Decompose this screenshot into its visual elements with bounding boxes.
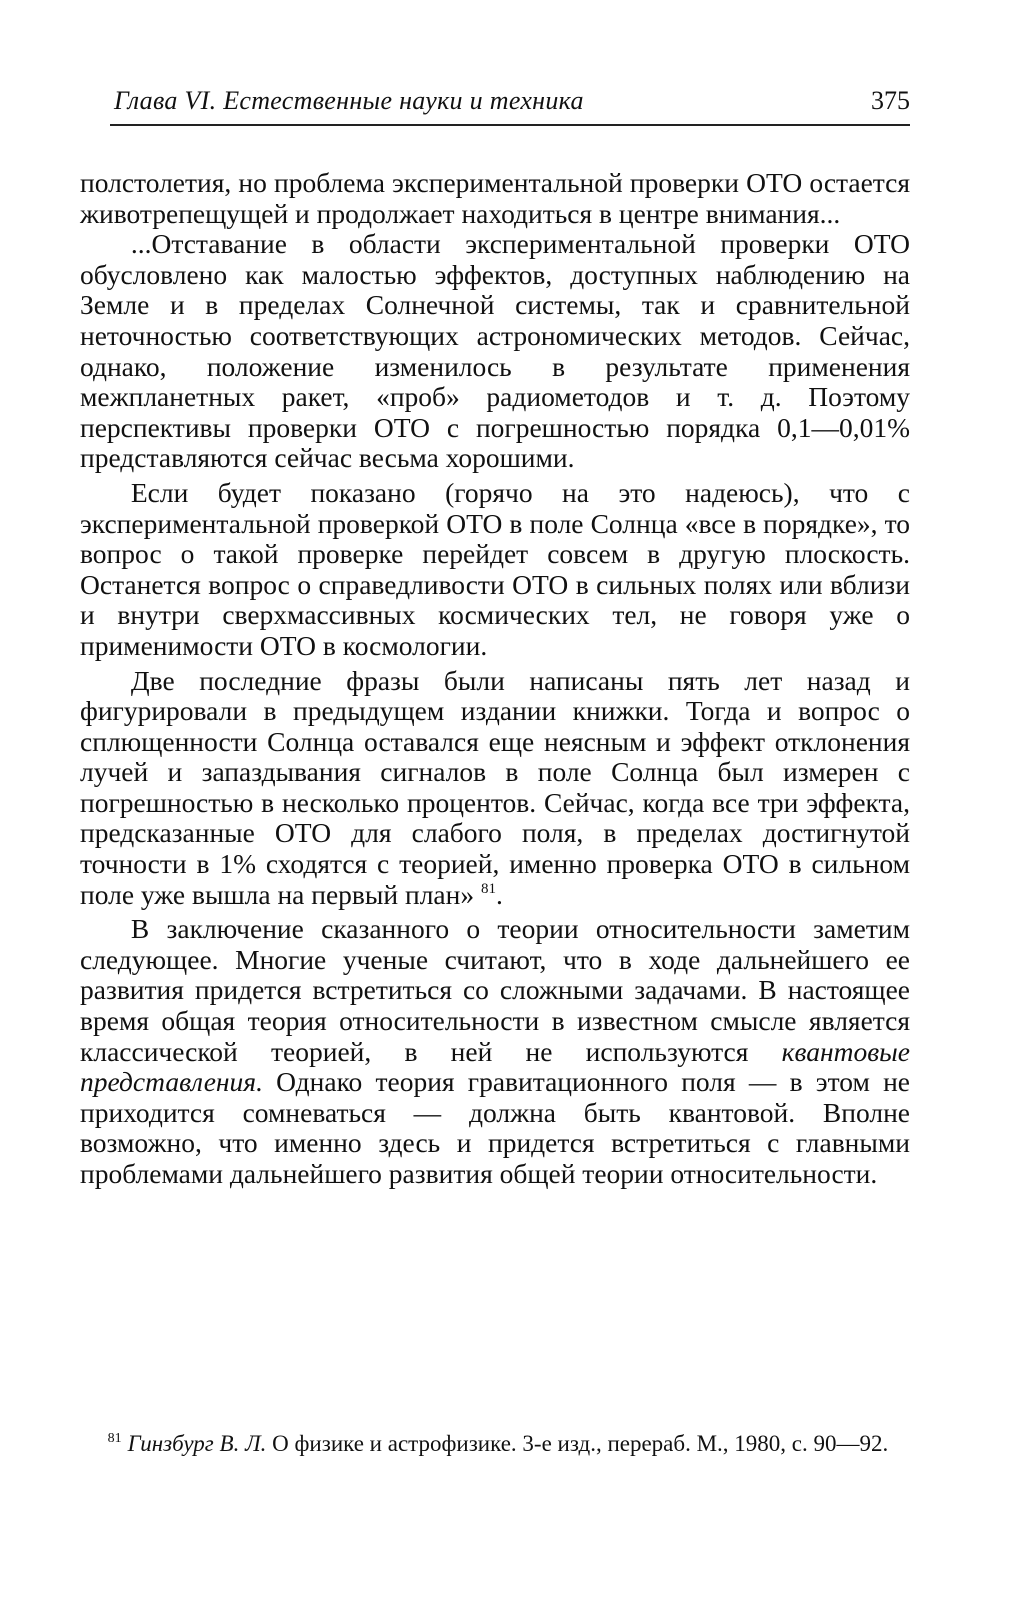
paragraph-2: ...Отставание в области экспериментальной проверки ОТО обусловлено как малостью эффектов, доступных наблюдению на Земле и в пределах Солнечной системы, так и сравнительной неточностью соответствующих астрономических методов. Сейчас, однако, положение изменилось в результате применения межпланетных ракет, «проб» радиометодов и т. д. Поэтому перспективы проверки ОТО с погрешностью порядка 0,1—0,01% представляются сейчас весьма хорошими. bbox=[80, 228, 910, 474]
paragraph-5-text-a: В заключение сказанного о теории относительности заметим следующее. Многие ученые считают, что в ходе дальнейшего ее развития придется встретиться со сложными задачами. В настоящее время общая теория относительности в известном смысле является классической теорией, в ней не используются bbox=[80, 913, 910, 1067]
running-head bbox=[106, 86, 910, 126]
footnote-text: О физике и астрофизике. 3-е изд., перераб. М., 1980, с. 90—92. bbox=[266, 1431, 889, 1456]
footnote-number: 81 bbox=[107, 1431, 122, 1446]
footnote bbox=[80, 1430, 910, 1458]
header-rule bbox=[110, 124, 910, 126]
page-number: 375 bbox=[871, 86, 910, 115]
body-text bbox=[80, 168, 910, 1190]
paragraph-4 bbox=[80, 666, 910, 911]
footnote-reference[interactable]: 81 bbox=[480, 880, 496, 897]
footnote-author: Гинзбург В. Л. bbox=[127, 1431, 267, 1456]
paragraph-1: полстолетия, но проблема экспериментальной проверки ОТО остается животрепещущей и продолжает находиться в центре внимания... bbox=[80, 167, 910, 229]
running-title: Глава VI. Естественные науки и техника bbox=[114, 86, 584, 115]
paragraph-4-end: . bbox=[495, 878, 503, 910]
paragraph-5-text-b: Однако теория гравитационного поля — в этом не приходится сомневаться — должна быть квантовой. Вполне возможно, что именно здесь и придется встретиться с главными проблемами дальнейшего развития общей теории относительности. bbox=[80, 1066, 910, 1189]
emphasis-quantum: квантовые представления. bbox=[80, 1035, 910, 1098]
paragraph-4-text: Две последние фразы были написаны пять лет назад и фигурировали в предыдущем издании книжки. Тогда и вопрос о сплющенности Солнца оставался еще неясным и эффект отклонения лучей и запаздывания сигналов в поле Солнца был измерен с погрешностью в несколько процентов. Сейчас, когда все три эффекта, предсказанные ОТО для слабого поля, в пределах достигнутой точности в 1% сходятся с теорией, именно проверка ОТО в сильном поле уже вышла на первый план» bbox=[80, 664, 910, 910]
paragraph-3: Если будет показано (горячо на это надеюсь), что с экспериментальной проверкой ОТО в поле Солнца «все в порядке», то вопрос о такой проверке перейдет совсем в другую плоскость. Останется вопрос о справедливости ОТО в сильных полях или вблизи и внутри сверхмассивных космических тел, не говоря уже о применимости ОТО в космологии. bbox=[80, 476, 910, 661]
paragraph-5 bbox=[80, 914, 910, 1189]
book-page bbox=[80, 0, 910, 1601]
